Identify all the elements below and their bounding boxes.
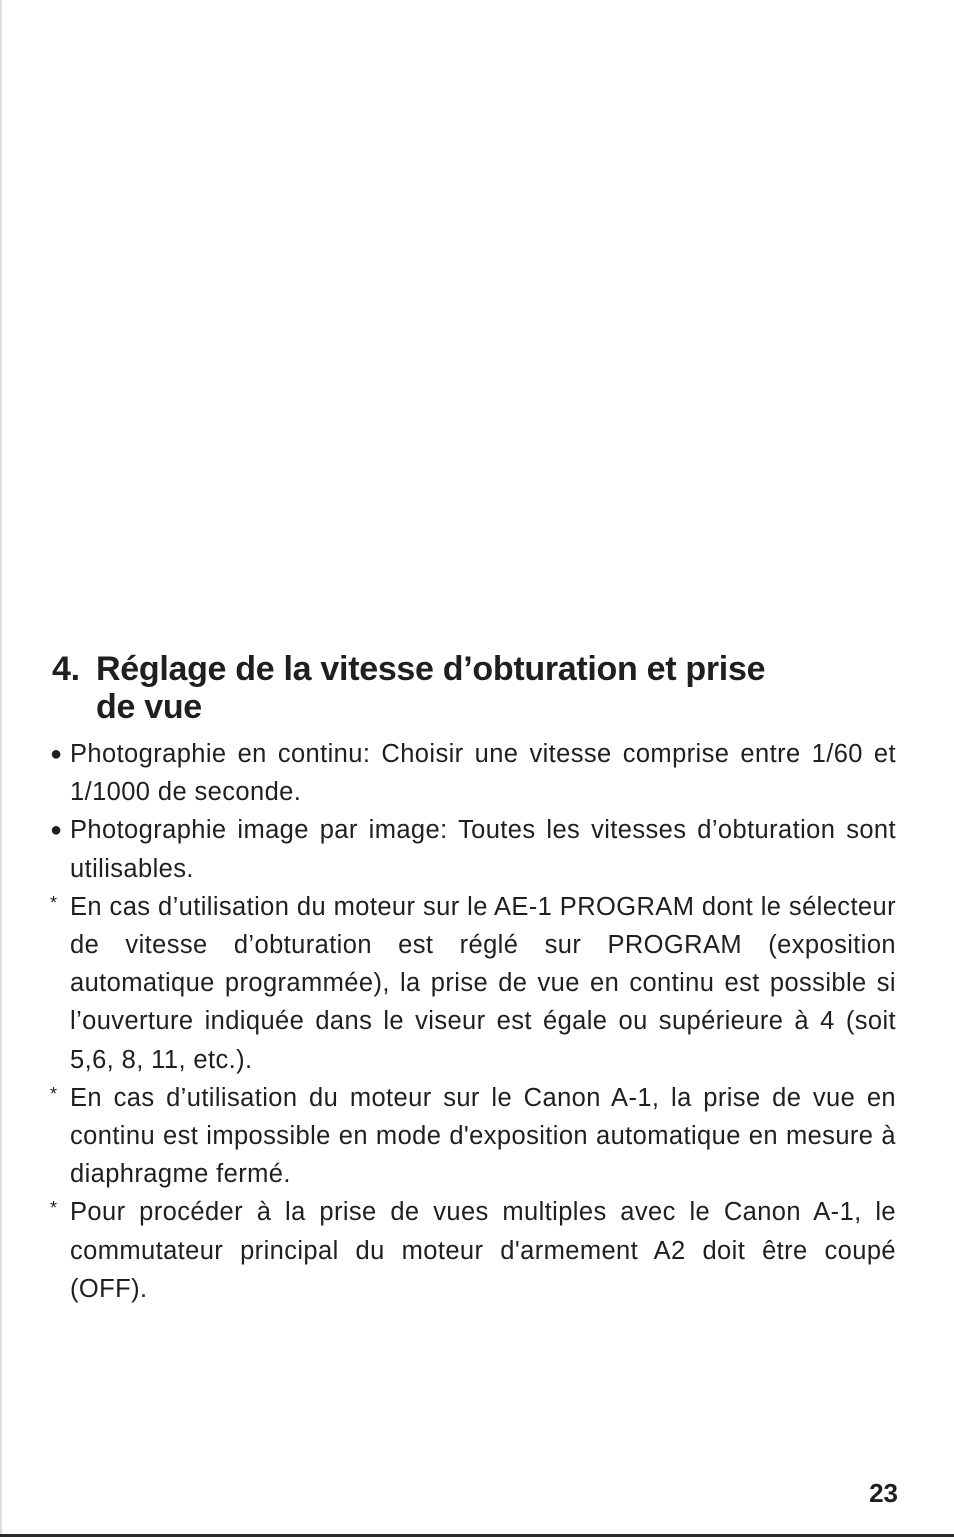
section-body — [50, 735, 896, 1308]
asterisk-marker: * — [50, 1198, 58, 1219]
list-item-text: Photographie image par image: Toutes les vitesses d’obturation sont utilisables. — [70, 816, 896, 883]
section-title-line-2: de vue — [96, 688, 202, 726]
bullet-marker: ● — [50, 743, 63, 765]
bullet-marker: ● — [50, 819, 63, 842]
page-number: 23 — [869, 1478, 898, 1508]
list-item-text: Photographie en continu: Choisir une vitesse comprise entre 1/60 et 1/1000 de seconde. — [70, 740, 896, 807]
list-item — [50, 1193, 896, 1308]
list-item — [50, 1079, 896, 1194]
list-item-text: En cas d’utilisation du moteur sur le Canon A-1, la prise de vue en continu est impossible en mode d'exposition automatique en mesure à diaphragme fermé. — [70, 1083, 896, 1189]
list-item — [50, 811, 896, 887]
section-heading — [52, 650, 892, 726]
asterisk-marker: * — [50, 892, 58, 913]
page-left-edge — [0, 0, 2, 1537]
section-title-line-1: Réglage de la vitesse d’obturation et prise — [96, 650, 766, 688]
list-item-text: En cas d’utilisation du moteur sur le AE-1 PROGRAM dont le sélecteur de vitesse d’obturation est réglé sur PROGRAM (exposition automatique programmée), la prise de vue en continu est possible si l’ouverture indiquée dans le viseur est égale ou supérieure à 4 (soit 5,6, 8, 11, etc.). — [70, 892, 896, 1074]
list-item — [50, 888, 896, 1079]
list-item-text: Pour procéder à la prise de vues multiples avec le Canon A-1, le commutateur principal du moteur d'armement A2 doit être coupé (OFF). — [70, 1198, 896, 1303]
section-number: 4. — [52, 650, 80, 688]
asterisk-marker: * — [50, 1083, 58, 1104]
list-item — [50, 735, 896, 811]
